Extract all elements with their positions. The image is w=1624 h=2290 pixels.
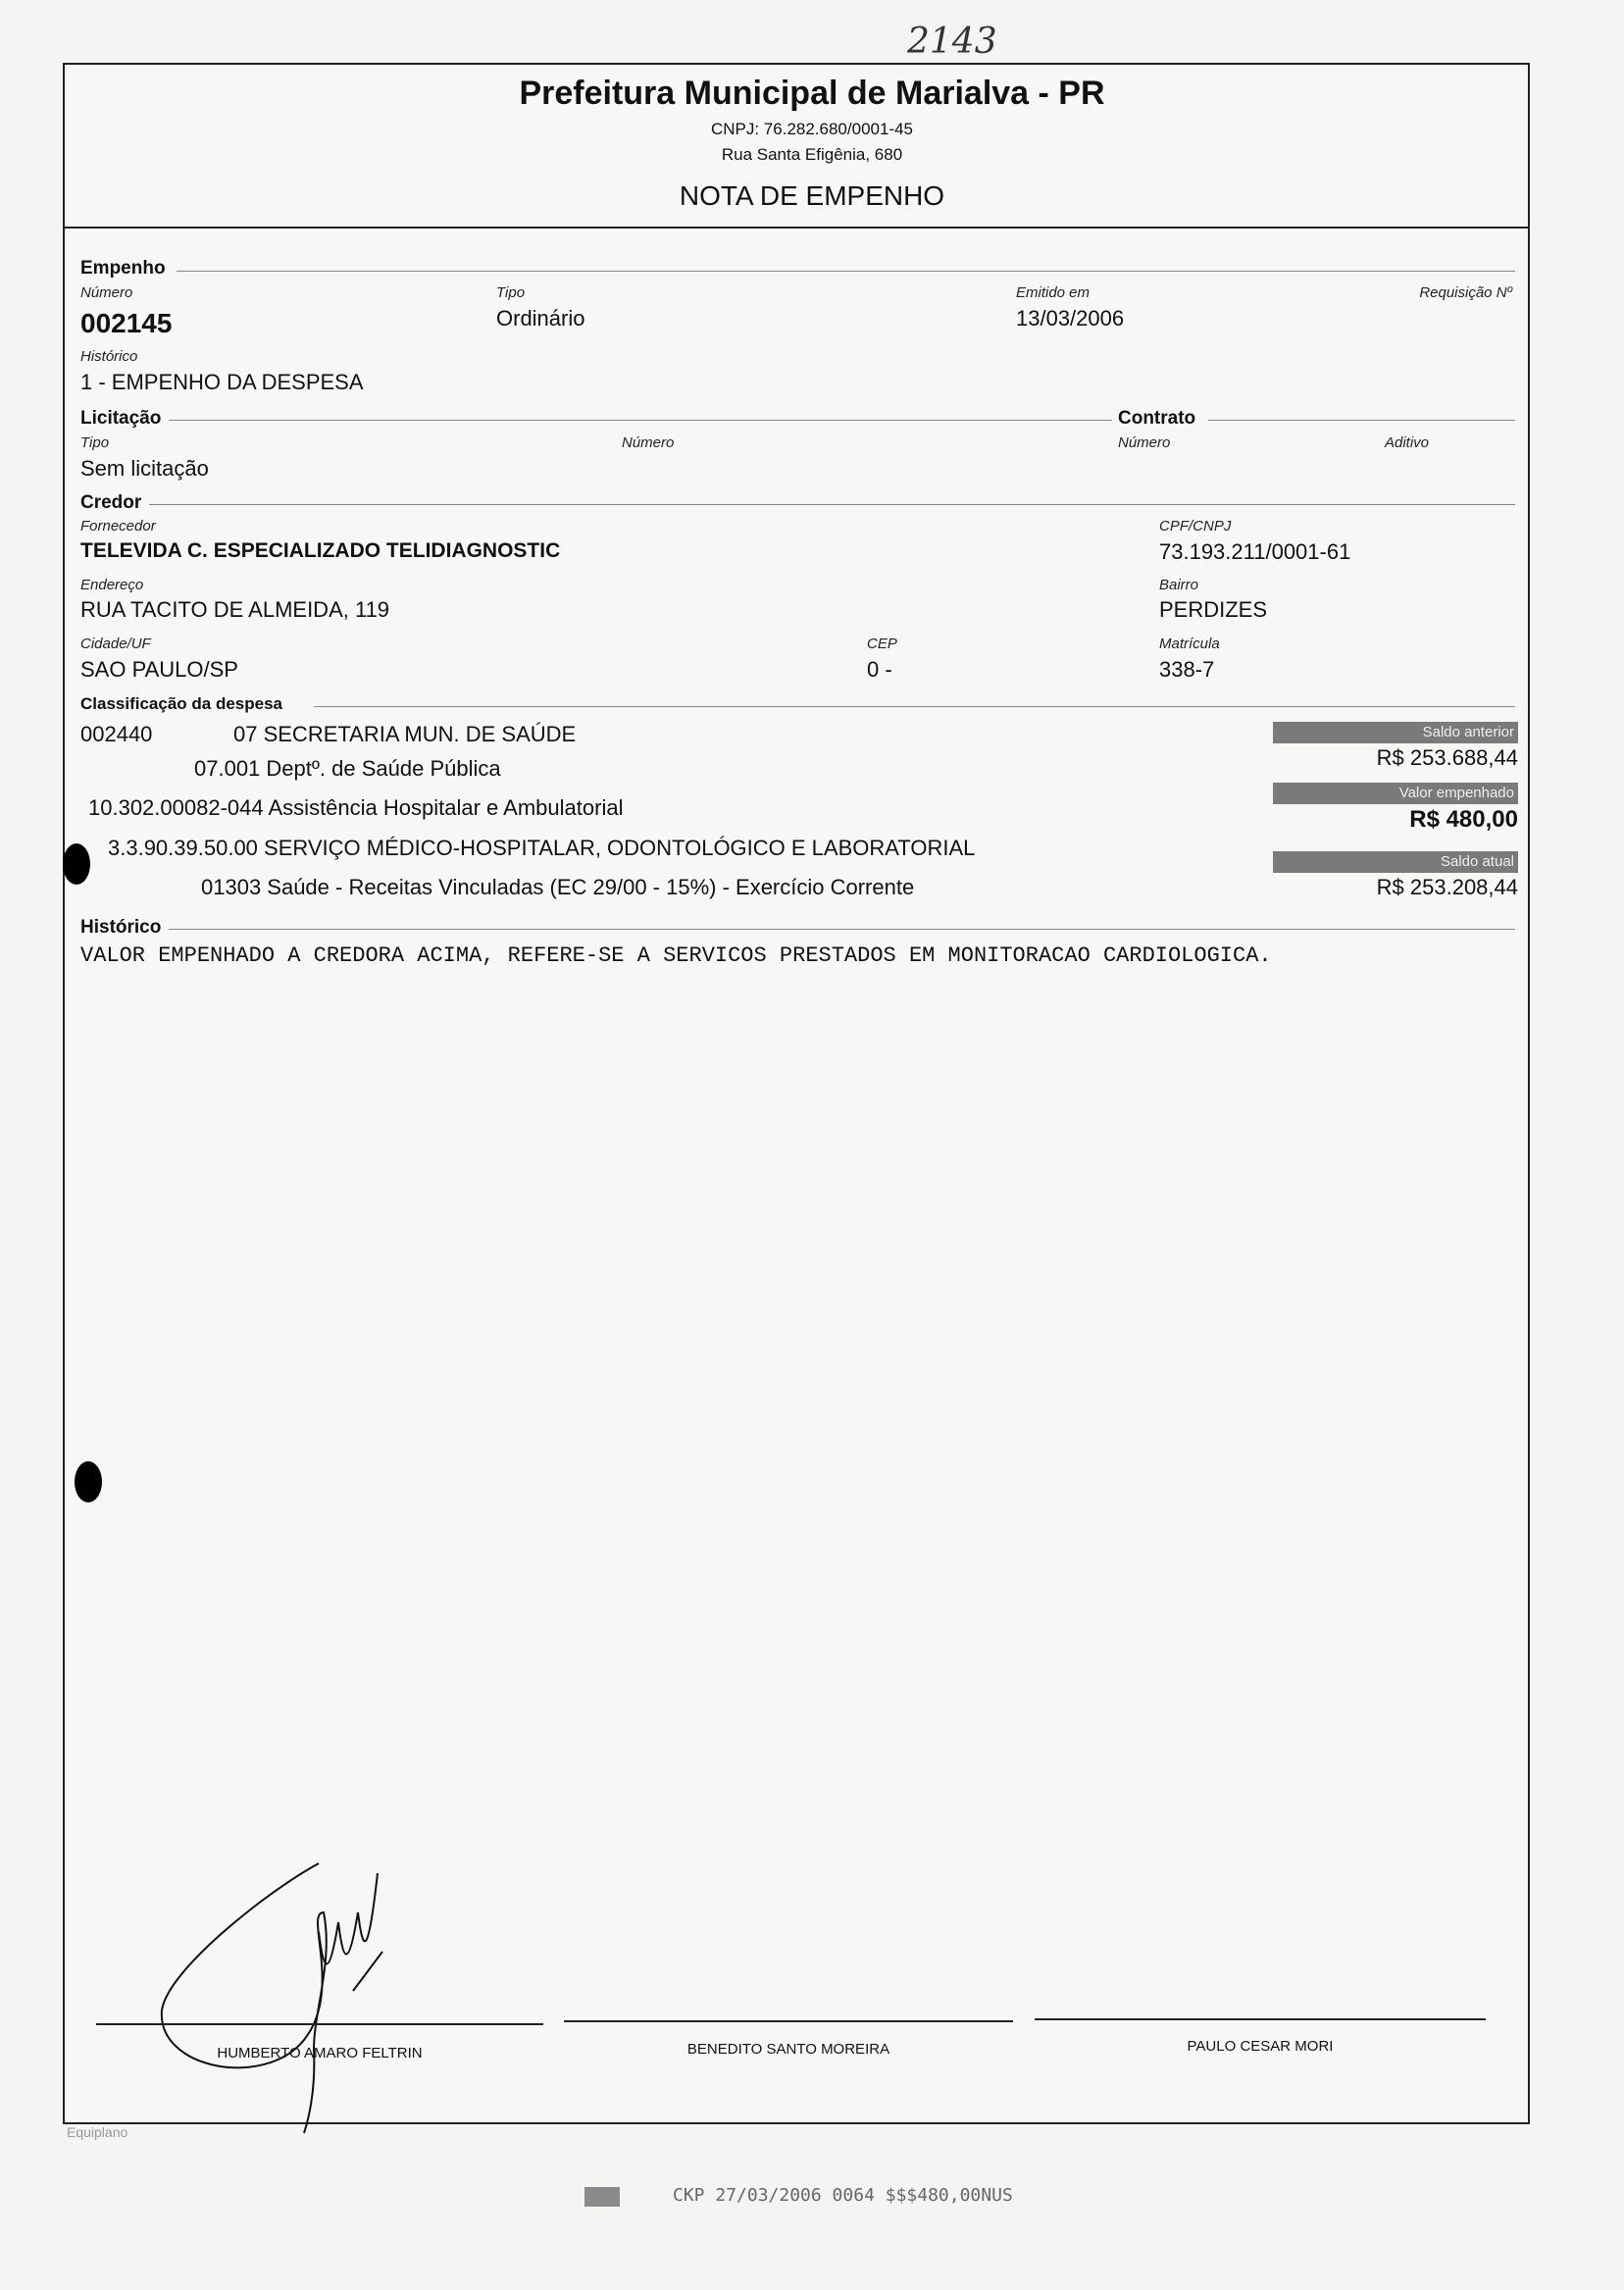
credor-rule (149, 504, 1515, 505)
valor-empenhado-label: Valor empenhado (1273, 783, 1518, 804)
classificacao-rule (314, 706, 1515, 707)
stamp-logo (584, 2187, 620, 2207)
historico-rule (169, 929, 1515, 930)
contrato-aditivo-label: Aditivo (1385, 434, 1430, 451)
signature-line-3 (1035, 2018, 1486, 2020)
signature-scribble (147, 1854, 441, 2148)
contrato-rule (1208, 420, 1515, 421)
valor-empenhado-value: R$ 480,00 (1409, 806, 1518, 833)
signature-line-2 (564, 2020, 1013, 2022)
saldo-atual-label: Saldo atual (1273, 851, 1518, 873)
empenho-tipo-label: Tipo (496, 284, 526, 301)
licitacao-tipo-label: Tipo (80, 434, 110, 451)
signatory-2: BENEDITO SANTO MOREIRA (686, 2041, 890, 2058)
empenho-tipo: Ordinário (496, 306, 585, 331)
org-address: Rua Santa Efigênia, 680 (721, 145, 903, 164)
saldo-atual-value: R$ 253.208,44 (1376, 875, 1518, 899)
credor-fornecedor-label: Fornecedor (80, 518, 156, 534)
classificacao-funcional: 10.302.00082-044 Assistência Hospitalar e Ambulatorial (88, 795, 624, 820)
credor-matricula-label: Matrícula (1159, 636, 1220, 652)
empenho-historico: 1 - EMPENHO DA DESPESA (80, 370, 364, 394)
org-cnpj: CNPJ: 76.282.680/0001-45 (710, 120, 914, 138)
credor-endereco: RUA TACITO DE ALMEIDA, 119 (80, 597, 390, 622)
classificacao-elemento: 3.3.90.39.50.00 SERVIÇO MÉDICO-HOSPITALAR, ODONTOLÓGICO E LABORATORIAL (108, 836, 976, 860)
classificacao-code: 002440 (80, 722, 153, 746)
punch-hole-bottom (75, 1461, 102, 1502)
licitacao-rule (169, 420, 1112, 421)
saldo-anterior-value: R$ 253.688,44 (1376, 745, 1518, 770)
signature-line-1 (96, 2023, 543, 2025)
footer-brand: Equiplano (67, 2124, 128, 2140)
classificacao-fonte: 01303 Saúde - Receitas Vinculadas (EC 29/00 - 15%) - Exercício Corrente (201, 875, 915, 899)
header-divider (63, 227, 1530, 229)
credor-cpf: 73.193.211/0001-61 (1159, 539, 1351, 564)
historico-section-title: Histórico (80, 917, 162, 938)
empenho-section-title: Empenho (80, 258, 166, 279)
licitacao-section-title: Licitação (80, 408, 162, 429)
saldo-anterior-label: Saldo anterior (1273, 722, 1518, 743)
empenho-historico-label: Histórico (80, 348, 138, 365)
credor-endereco-label: Endereço (80, 577, 144, 593)
credor-cpf-label: CPF/CNPJ (1159, 518, 1232, 534)
empenho-requisicao-label: Requisição Nº (1419, 284, 1512, 301)
org-name: Prefeitura Municipal de Marialva - PR (519, 75, 1105, 112)
licitacao-numero-label: Número (622, 434, 675, 451)
handwritten-number: 2143 (907, 22, 997, 62)
credor-section-title: Credor (80, 492, 142, 513)
licitacao-tipo: Sem licitação (80, 456, 209, 481)
contrato-numero-label: Número (1118, 434, 1171, 451)
empenho-rule (177, 271, 1515, 272)
credor-fornecedor: TELEVIDA C. ESPECIALIZADO TELIDIAGNOSTIC (80, 539, 561, 562)
credor-bairro-label: Bairro (1159, 577, 1199, 593)
stamp-text: CKP 27/03/2006 0064 $$$480,00NUS (673, 2185, 1013, 2206)
credor-cidade-label: Cidade/UF (80, 636, 151, 652)
classificacao-section-title: Classificação da despesa (80, 694, 283, 713)
credor-bairro: PERDIZES (1159, 597, 1268, 622)
credor-cep: 0 - (867, 657, 892, 682)
empenho-emitido-label: Emitido em (1016, 284, 1091, 301)
credor-matricula: 338-7 (1159, 657, 1215, 682)
empenho-emitido: 13/03/2006 (1016, 306, 1125, 331)
classificacao-secretaria: 07 SECRETARIA MUN. DE SAÚDE (233, 722, 577, 746)
credor-cidade: SAO PAULO/SP (80, 657, 238, 682)
signatory-1: HUMBERTO AMARO FELTRIN (217, 2045, 423, 2061)
doc-title: NOTA DE EMPENHO (679, 180, 945, 211)
historico-text: VALOR EMPENHADO A CREDORA ACIMA, REFERE-SE A SERVICOS PRESTADOS EM MONITORACAO CARDIOLOGICA. (80, 943, 1272, 968)
signatory-3: PAULO CESAR MORI (1187, 2038, 1334, 2055)
contrato-section-title: Contrato (1118, 408, 1196, 429)
empenho-numero: 002145 (80, 308, 173, 338)
classificacao-departamento: 07.001 Deptº. de Saúde Pública (194, 756, 501, 781)
empenho-numero-label: Número (80, 284, 133, 301)
punch-hole-top (63, 843, 90, 885)
credor-cep-label: CEP (867, 636, 897, 652)
